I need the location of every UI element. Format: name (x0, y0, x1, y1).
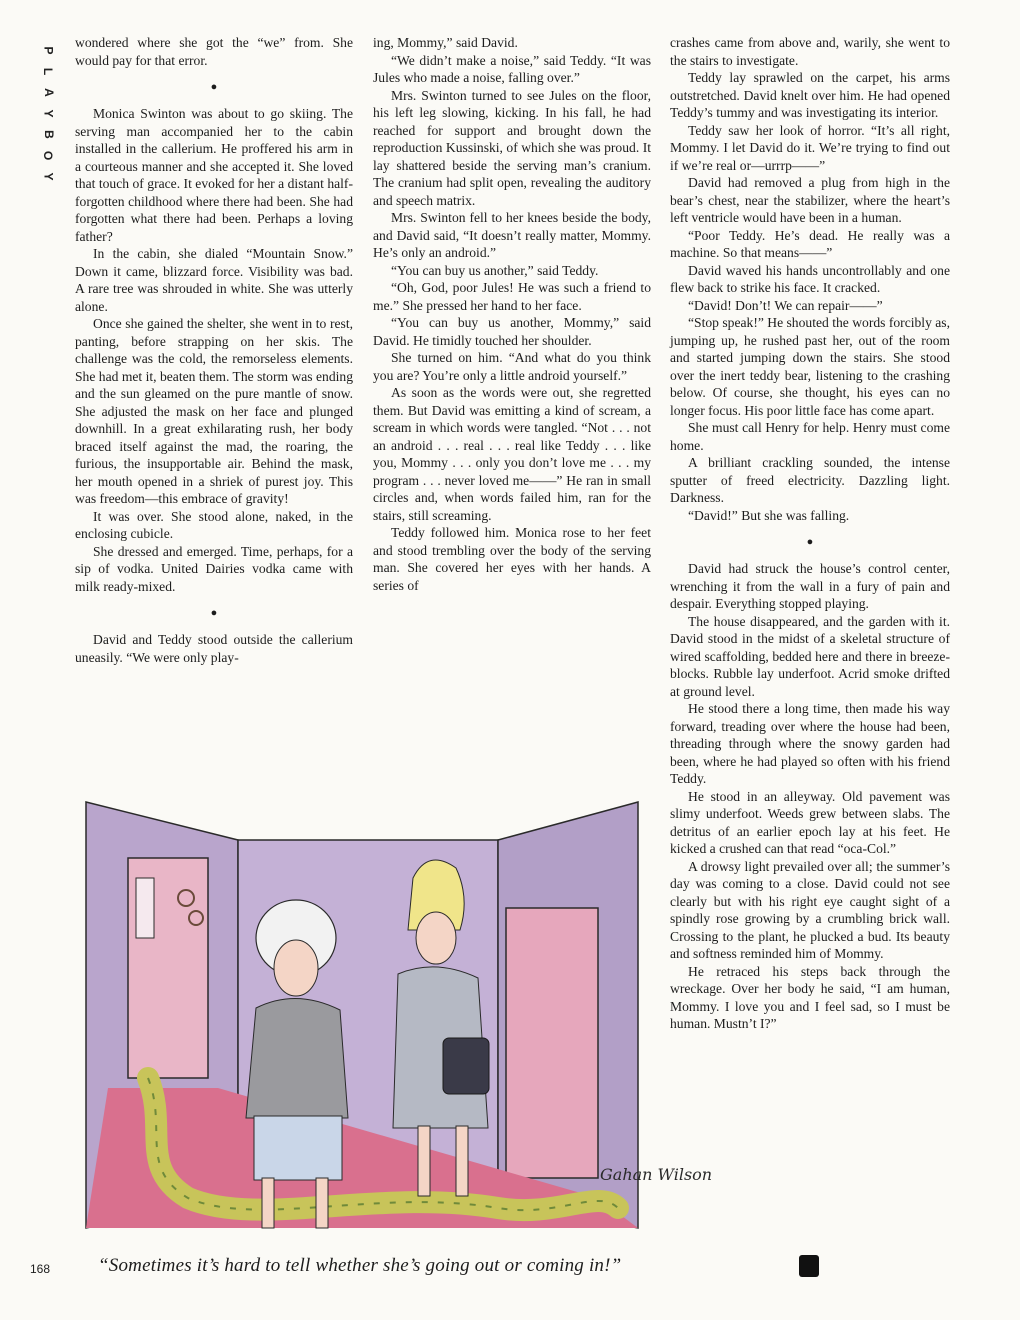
spine-letter: B (41, 130, 56, 139)
page-number: 168 (30, 1262, 51, 1276)
paragraph: ing, Mommy,” said David. (373, 35, 518, 50)
paragraph: She dressed and emerged. Time, perhaps, for a sip of vodka. United Dairies vodka came with milk ready-mixed. (75, 543, 353, 594)
paragraph: It was over. She stood alone, naked, in the enclosing cubicle. (75, 508, 353, 541)
paragraph: He stood there a long time, then made his way forward, treading over where the house had been, threading through where the snowy garden had been, where he had played so often with his friend Teddy. (670, 701, 950, 786)
paragraph: David had struck the house’s control center, wrenching it from the wall in a fury of pain and despair. Everything stopped playing. (670, 561, 950, 611)
paragraph: He stood in an alleyway. Old pavement was slimy underfoot. Weeds grew between slabs. The detritus of an earlier epoch lay at his feet. He kicked a crushed can that read “oca-Col.” (670, 788, 950, 856)
paragraph: “Poor Teddy. He’s dead. He really was a machine. So that means——” (670, 227, 950, 260)
section-bullet: ● (210, 81, 218, 93)
paragraph: Monica Swinton was about to go skiing. The serving man accompanied her to the cabin installed in the callerium. He proffered his arm in a courteous manner and she accepted it. She loved that touch of grace. It evoked for her a distant half-forgotten childhood where there had been. She had forgotten what there had been. Perhaps a loving father? (75, 106, 353, 244)
paragraph: As soon as the words were out, she regretted them. But David was emitting a kind of scream, a scream in which words were tangled. “Not . . . not an android . . . real . . . real like Teddy . . . like you, Mommy . . . only you don’t love me . . . my program . . . never loved me——” He ran in small circles and, when words failed him, ran for the stairs, still screaming. (373, 385, 651, 523)
paragraph: She must call Henry for help. Henry must come home. (670, 420, 950, 453)
paragraph: A brilliant crackling sounded, the intense sputter of freed electricity. Dazzling light. Darkness. (670, 455, 950, 505)
paragraph: David had removed a plug from high in the bear’s chest, near the stabilizer, where the heart’s left ventricle would have been in a human. (670, 175, 950, 225)
text-column-2 (373, 34, 651, 594)
paragraph: The house disappeared, and the garden with it. David stood in the midst of a skeletal structure of wired scaffolding, bedded here and there in breeze-blocks. Rubble lay underfoot. Acrid smoke drifted at ground level. (670, 613, 950, 699)
paragraph: Teddy saw her look of horror. “It’s all right, Mommy. I let David do it. We’re trying to find out if we’re real or—urrrp——” (670, 122, 950, 173)
artist-signature: Gahan Wilson (600, 1165, 713, 1184)
rabbit-head-end-icon (799, 1255, 819, 1277)
cartoon-illustration (78, 788, 713, 1232)
section-bullet: ● (210, 607, 218, 619)
spine-letter: O (41, 150, 56, 161)
magazine-spine-title (40, 42, 56, 185)
spine-letter: Y (41, 109, 56, 118)
paragraph: crashes came from above and, warily, she went to the stairs to investigate. (670, 35, 950, 68)
spine-letter: P (41, 46, 56, 55)
paragraph: Mrs. Swinton turned to see Jules on the floor, his left leg slowing, kicking. In his fall, he had reached for support and brought down the reproduction Kussinski, of which she was proud. It lay shattered beside the serving man’s cranium. The cranium had split open, revealing the auditory and speech matrix. (373, 87, 651, 208)
paragraph: Teddy lay sprawled on the carpet, his arms outstretched. David knelt over him. He had opened Teddy’s tummy and was investigating its interior. (670, 70, 950, 120)
paragraph: David and Teddy stood outside the callerium uneasily. “We were only play- (75, 632, 353, 665)
cartoon-caption: “Sometimes it’s hard to tell whether she’s going out or coming in!” (98, 1255, 622, 1276)
spine-letter: L (41, 67, 56, 76)
paragraph: “David! Don’t! We can repair——” (688, 297, 883, 313)
paragraph: David waved his hands uncontrollably and one flew back to strike his face. It cracked. (670, 262, 950, 295)
spine-letter: A (41, 88, 56, 97)
paragraph: Mrs. Swinton fell to her knees beside the body, and David said, “It doesn’t really matter, Mommy. He’s only an android.” (373, 210, 651, 260)
paragraph: “Oh, God, poor Jules! He was such a friend to me.” She pressed her hand to her face. (373, 280, 651, 313)
paragraph: A drowsy light prevailed over all; the summer’s day was coming to a close. David could not see clearly but with his right eye caught sight of a spindly rose growing by a crumbling brick wall. Crossing to the plant, he plucked a bud. Its beauty and softness reminded him of Mommy. (670, 858, 950, 961)
paragraph: Once she gained the shelter, she went in to rest, panting, before strapping on her skis. The challenge was the cold, the remorseless elements. She had met it, beaten them. The storm was ending and the sun gleamed on the pure mantle of snow. She adjusted the mask on her face and plunged downhill. In a great exhilarating rush, her body braced itself against the mad, the roaring, the furious, the insupportable air. Behind the mask, her mouth opened in a shriek of purest joy. This was freedom—this embrace of gravity! (75, 316, 353, 506)
paragraph: “We didn’t make a noise,” said Teddy. “It was Jules who made a noise, falling over.” (373, 52, 651, 85)
text-column-1 (75, 34, 353, 666)
text-column-3 (670, 34, 950, 1033)
paragraph: In the cabin, she dialed “Mountain Snow.” Down it came, blizzard force. Visibility was bad. A rare tree was shrouded in white. She was utterly alone. (75, 246, 353, 314)
paragraph: Teddy followed him. Monica rose to her feet and stood trembling over the body of the serving man. She covered her eyes with her hands. A series of (373, 525, 651, 593)
paragraph: “Stop speak!” He shouted the words forcibly as, jumping up, he rushed past her, out of the room and started jumping down the stairs. She stood over the inert teddy bear, listening to the crashing below. Of course, she thought, his eyes can no longer focus. His poor little face has come apart. (670, 315, 950, 418)
paragraph: “David!” But she was falling. (688, 507, 850, 523)
paragraph: wondered where she got the “we” from. She would pay for that error. (75, 35, 353, 68)
paragraph: He retraced his steps back through the wreckage. Over her body he said, “I am human, Mommy. I love you and I feel sad, so I must be human. Mustn’t I?” (670, 963, 950, 1031)
paragraph: She turned on him. “And what do you think you are? You’re only a little android yourself.” (373, 350, 651, 383)
section-bullet: ● (806, 536, 814, 548)
spine-letter: Y (41, 172, 56, 181)
paragraph: “You can buy us another,” said Teddy. (391, 262, 599, 278)
paragraph: “You can buy us another, Mommy,” said David. He timidly touched her shoulder. (373, 315, 651, 348)
